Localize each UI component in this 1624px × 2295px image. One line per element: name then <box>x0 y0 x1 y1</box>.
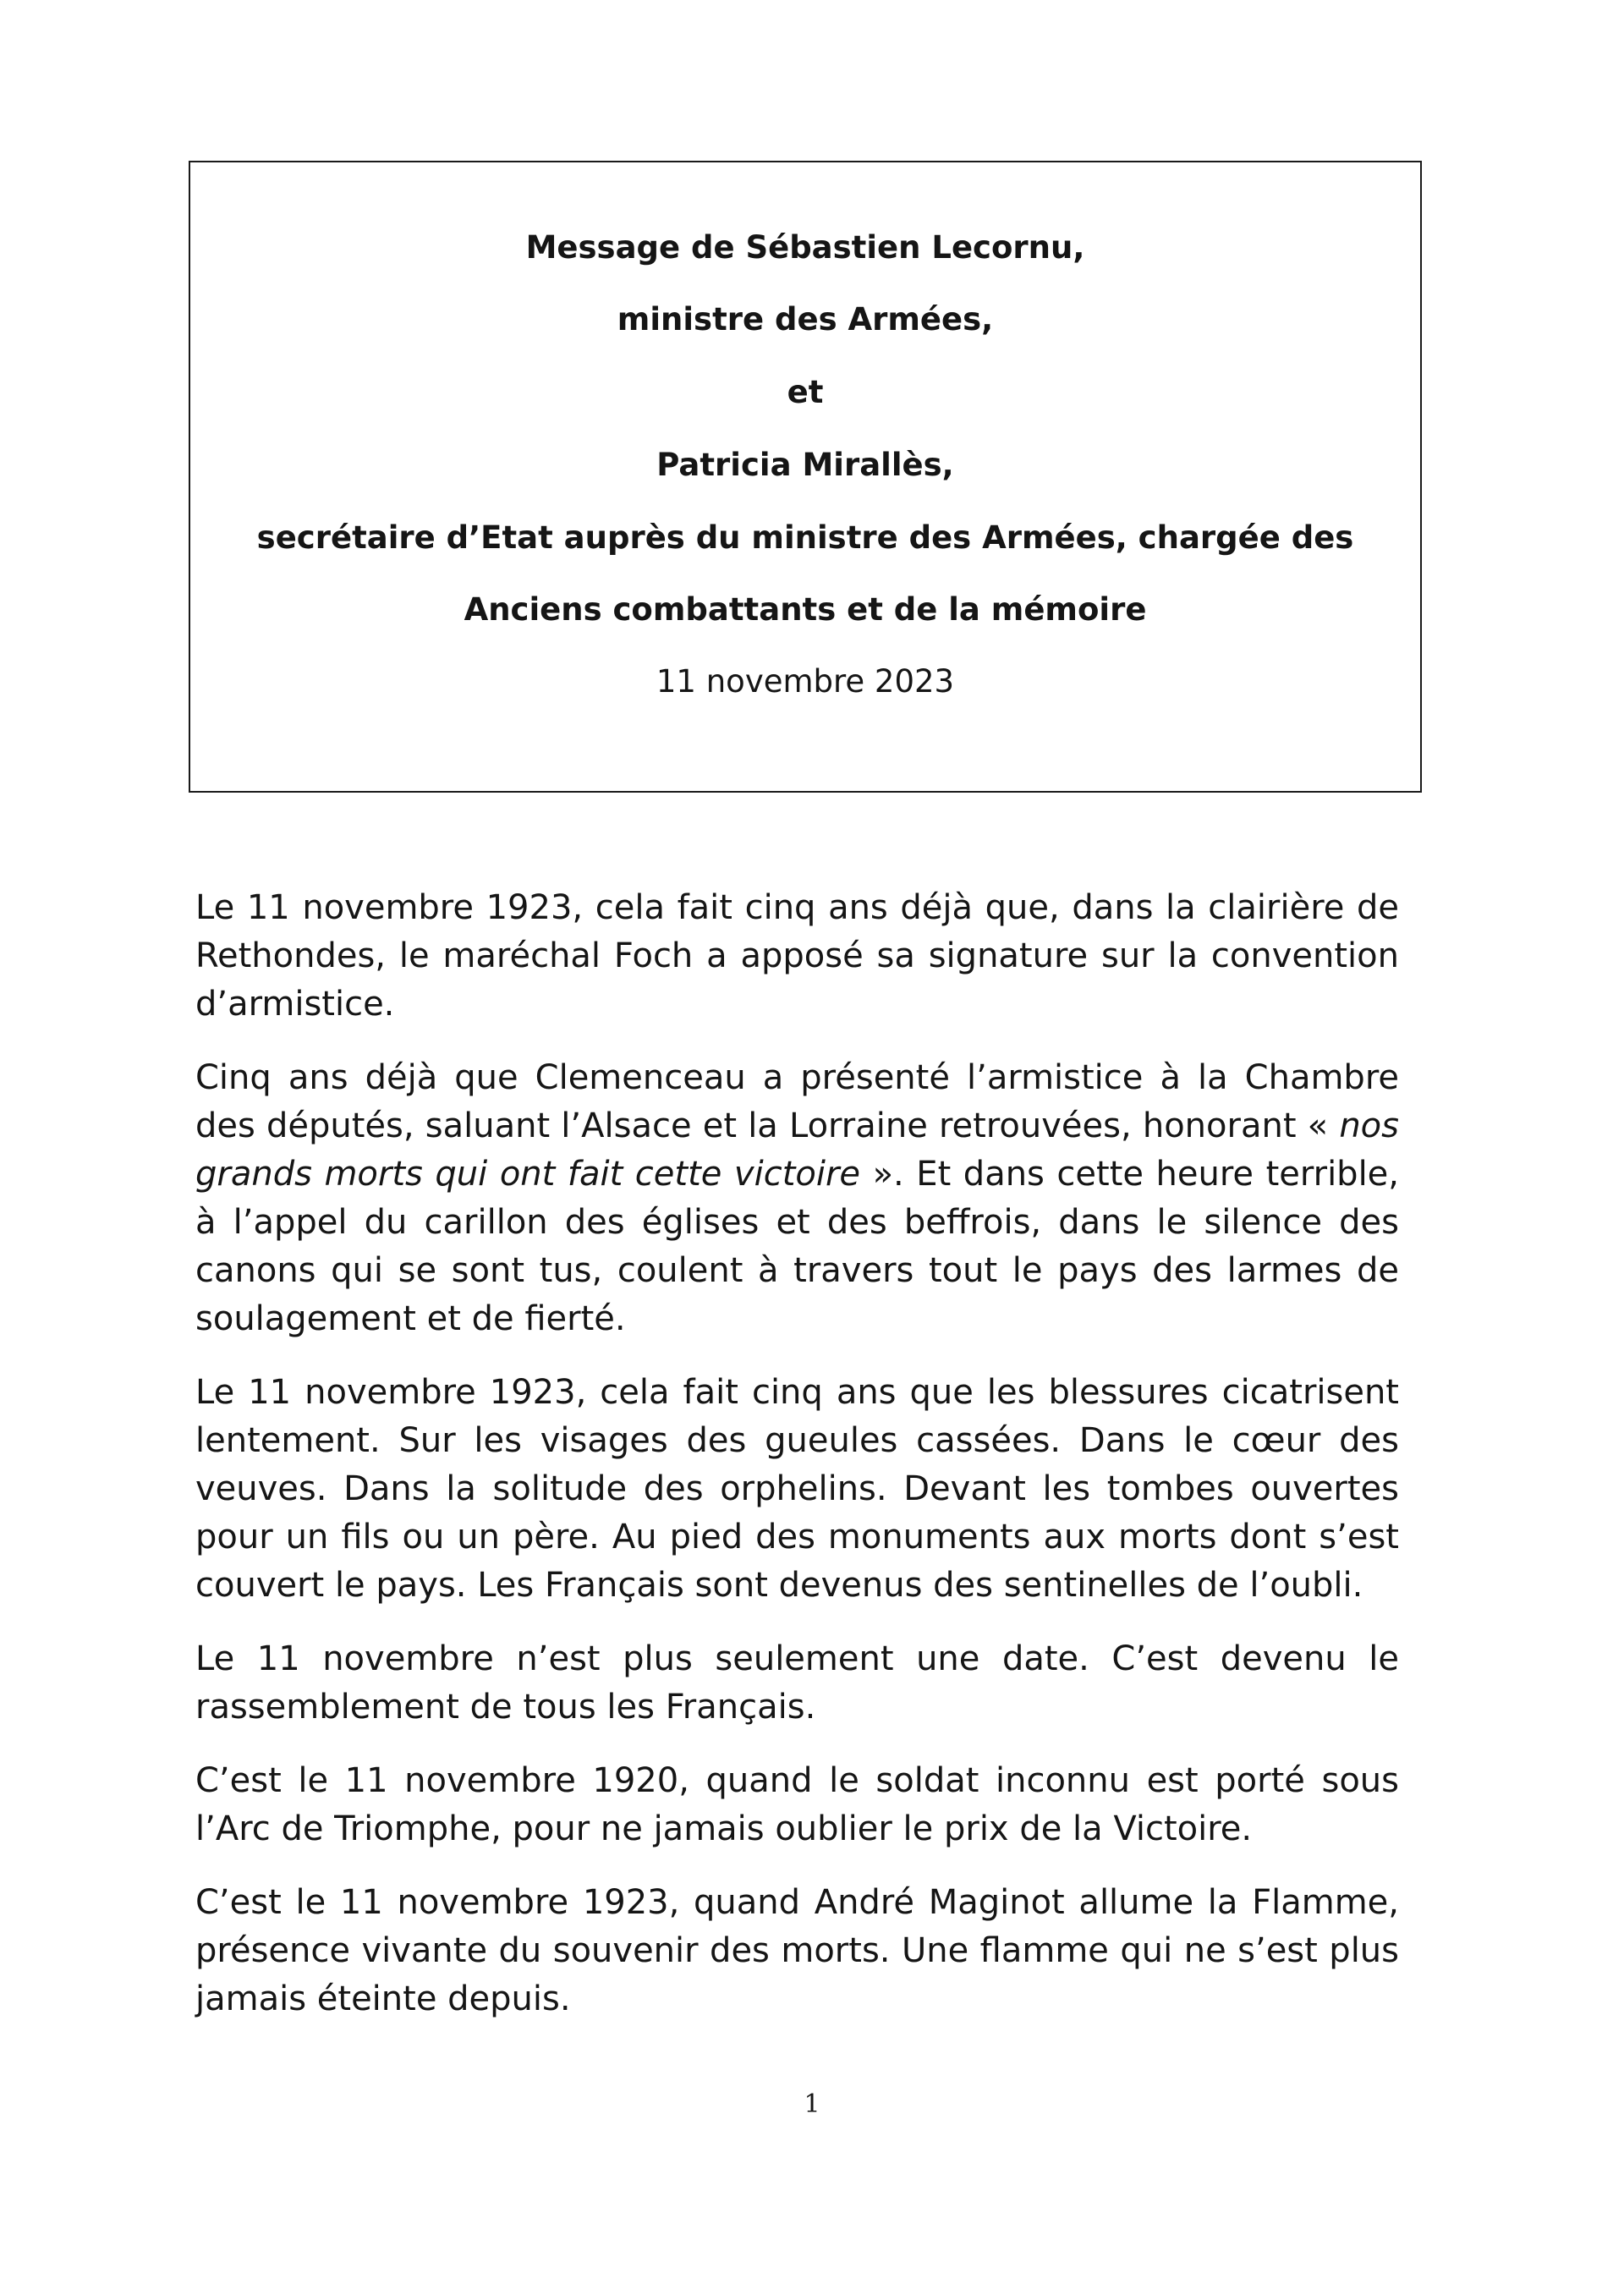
title-line-coauthor: Patricia Mirallès, <box>656 447 954 483</box>
title-box <box>189 161 1422 793</box>
title-date: 11 novembre 2023 <box>656 663 955 700</box>
paragraph-2-quote: nos grands morts qui ont fait cette victoire <box>195 1106 1399 1194</box>
paragraph-6: C’est le 11 novembre 1923, quand André Maginot allume la Flamme, présence vivante du souvenir des morts. Une flamme qui ne s’est plus jamais éteinte depuis. <box>195 1883 1399 2018</box>
message-body <box>195 884 1399 2049</box>
paragraph-3: Le 11 novembre 1923, cela fait cinq ans que les blessures cicatrisent lentement. Sur les visages des gueules cassées. Dans le cœur des veuves. Dans la solitude des orphelins. Devant les tombes ouvertes pour un fils ou un père. Au pied des monuments aux morts dont s’est couvert le pays. Les Français sont devenus des sentinelles de l’oubli. <box>195 1373 1399 1605</box>
paragraph-5: C’est le 11 novembre 1920, quand le soldat inconnu est porté sous l’Arc de Triomphe, pour ne jamais oublier le prix de la Victoire. <box>195 1761 1399 1848</box>
paragraph-1: Le 11 novembre 1923, cela fait cinq ans déjà que, dans la clairière de Rethondes, le maréchal Foch a apposé sa signature sur la convention d’armistice. <box>195 888 1399 1024</box>
title-line-role: ministre des Armées, <box>617 301 994 338</box>
paragraph-2-end: ». Et dans cette heure terrible, à l’appel du carillon des églises et des beffrois, dans le silence des canons qui se sont tus, coulent à travers tout le pays des larmes de soulagement et de fierté. <box>195 1155 1400 1338</box>
page-number: 1 <box>804 2089 820 2119</box>
title-line-and: et <box>787 374 824 410</box>
paragraph-4: Le 11 novembre n’est plus seulement une date. C’est devenu le rassemblement de tous les Français. <box>195 1639 1399 1727</box>
title-line-coauthor-role: secrétaire d’Etat auprès du ministre des Armées, chargée des <box>256 519 1354 556</box>
paragraph-2-start: Cinq ans déjà que Clemenceau a présenté l’armistice à la Chambre des députés, saluant l’Alsace et la Lorraine retrouvées, honorant « <box>195 1058 1399 1145</box>
paragraph-2 <box>195 1054 1399 1343</box>
title-line-coauthor-role-cont: Anciens combattants et de la mémoire <box>464 591 1147 628</box>
title-line-author: Message de Sébastien Lecornu, <box>525 229 1085 266</box>
